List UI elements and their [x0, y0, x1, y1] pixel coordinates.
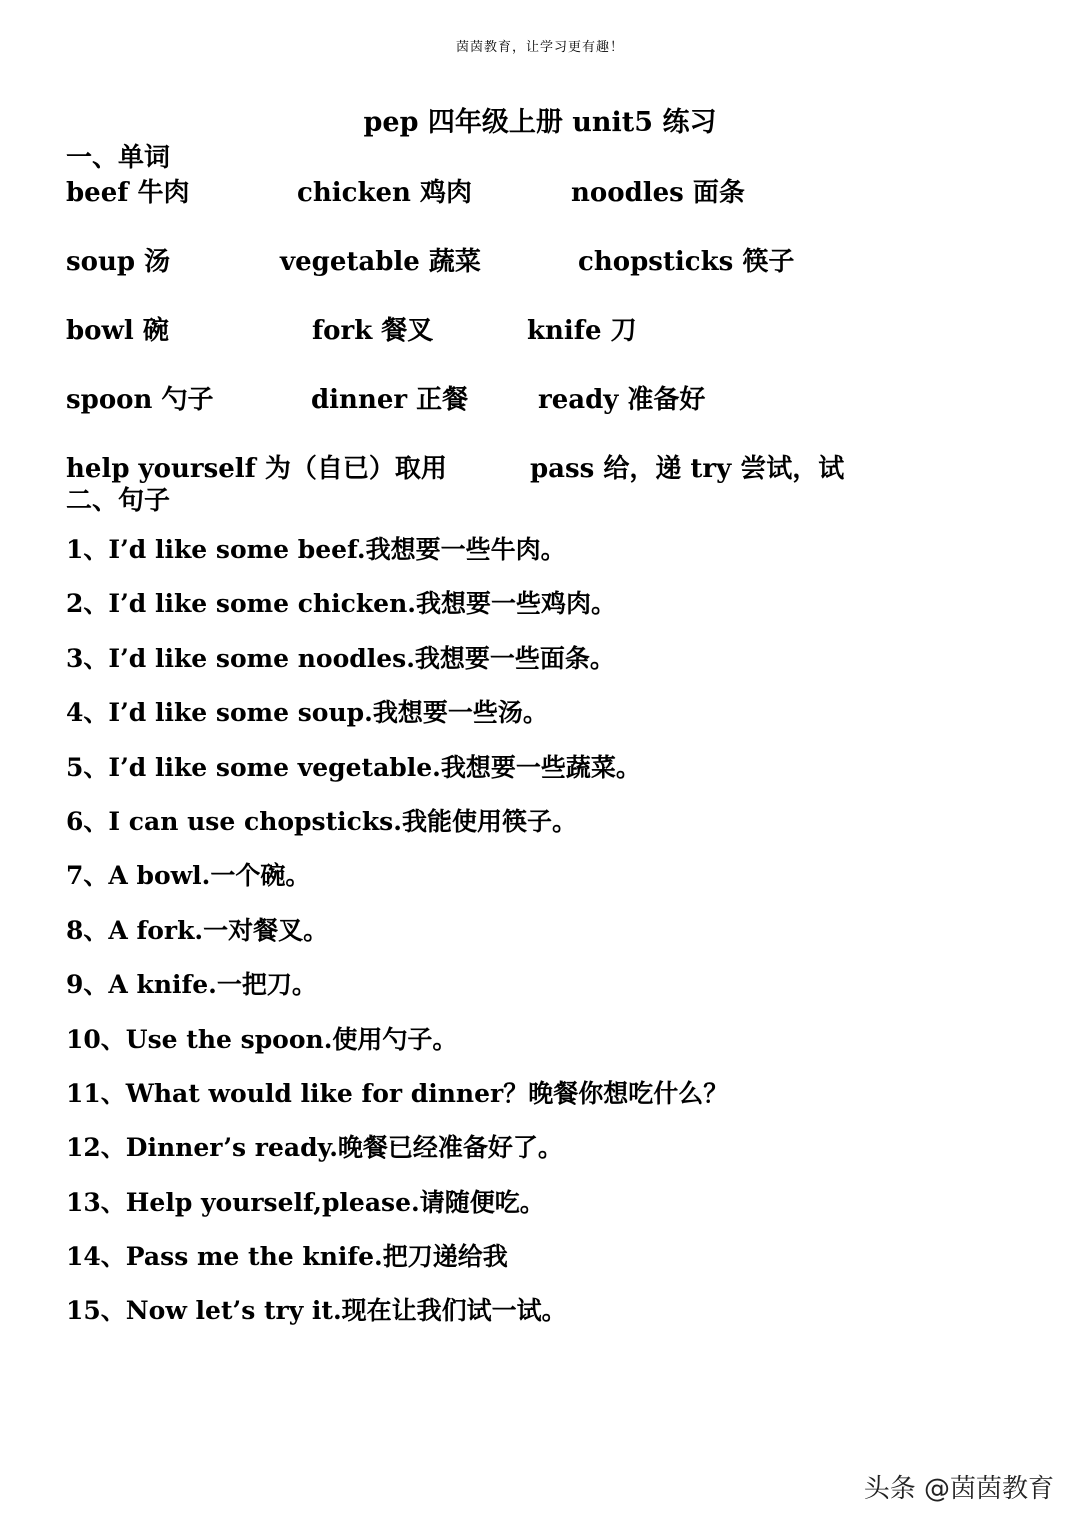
sentence-text: Now let’s try it.现在让我们试一试。 [125, 1296, 567, 1326]
document-title: pep 四年级上册 unit5 练习 [363, 107, 717, 138]
sentence-text: Help yourself,please.请随便吃。 [125, 1187, 545, 1217]
sentence-number: 6、 [66, 806, 109, 836]
vocab-item: knife 刀 [527, 316, 637, 346]
sentence-text: I’d like some beef.我想要一些牛肉。 [108, 535, 566, 564]
source-watermark: 头条 @茵茵教育 [863, 1474, 1054, 1504]
sentence-text: I’d like some chicken.我想要一些鸡肉。 [108, 589, 616, 619]
sentence-item [66, 1020, 728, 1074]
vocab-item: dinner 正餐 [311, 385, 469, 415]
sentence-item [66, 1128, 728, 1182]
vocab-item: pass 给，递 try 尝试，试 [530, 454, 845, 484]
vocab-item: spoon 勺子 [66, 385, 214, 415]
vocab-row [66, 172, 966, 212]
sentence-list [66, 530, 728, 1346]
sentence-text: Use the spoon.使用勺子。 [125, 1024, 458, 1054]
sentence-item [66, 639, 728, 693]
sentence-text: I can use chopsticks.我能使用筷子。 [108, 806, 577, 836]
sentences-heading: 二、句子 [66, 486, 171, 516]
sentence-text: I’d like some vegetable.我想要一些蔬菜。 [108, 752, 641, 782]
vocab-item: noodles 面条 [571, 178, 745, 208]
vocab-item: bowl 碗 [66, 316, 169, 346]
vocabulary-heading: 一、单词 [66, 143, 171, 173]
sentence-number: 14、 [66, 1242, 126, 1272]
sentence-item [66, 911, 728, 965]
sentence-item [66, 1237, 728, 1291]
sentence-item [66, 1183, 728, 1237]
sentence-number: 5、 [66, 752, 109, 782]
sentence-text: Dinner’s ready.晚餐已经准备好了。 [125, 1133, 563, 1163]
sentence-item [66, 1074, 728, 1128]
sentence-item [66, 584, 728, 638]
vocab-item: help yourself 为（自已）取用 [66, 454, 447, 484]
vocab-row [66, 448, 966, 488]
sentence-item [66, 748, 728, 802]
vocab-item: fork 餐叉 [312, 316, 434, 346]
page-header-tagline: 茵茵教育，让学习更有趣！ [455, 40, 624, 55]
sentence-number: 3、 [66, 643, 109, 673]
sentence-text: I’d like some noodles.我想要一些面条。 [108, 643, 615, 673]
sentence-number: 9、 [66, 970, 109, 1000]
vocab-row [66, 379, 966, 419]
sentence-item [66, 1291, 728, 1345]
sentence-item [66, 802, 728, 856]
vocab-item: chopsticks 筷子 [578, 247, 795, 277]
sentence-text: A bowl.一个碗。 [108, 861, 311, 891]
sentence-number: 4、 [66, 698, 109, 728]
sentence-text: I’d like some soup.我想要一些汤。 [108, 698, 548, 728]
sentence-number: 12、 [66, 1133, 126, 1163]
sentence-number: 10、 [66, 1024, 126, 1054]
sentence-number: 11、 [66, 1078, 126, 1108]
vocab-row [66, 310, 966, 350]
sentence-text: What would like for dinner？晚餐你想吃什么？ [125, 1078, 729, 1108]
vocab-item: beef 牛肉 [66, 178, 190, 208]
sentence-number: 13、 [66, 1187, 126, 1217]
vocab-item: chicken 鸡肉 [297, 178, 472, 208]
vocab-row [66, 241, 966, 281]
sentence-item [66, 693, 728, 747]
sentence-text: A knife.一把刀。 [108, 970, 317, 1000]
sentence-text: Pass me the knife.把刀递给我 [125, 1242, 508, 1272]
vocab-item: ready 准备好 [538, 385, 706, 415]
sentence-number: 7、 [66, 861, 109, 891]
sentence-number: 8、 [66, 915, 109, 945]
sentence-number: 1、 [66, 535, 109, 564]
sentence-item [66, 530, 728, 584]
sentence-item [66, 856, 728, 910]
vocab-item: soup 汤 [66, 247, 171, 277]
sentence-item [66, 965, 728, 1019]
sentence-text: A fork.一对餐叉。 [108, 915, 329, 945]
sentence-number: 15、 [66, 1296, 126, 1326]
vocab-item: vegetable 蔬菜 [280, 247, 481, 277]
sentence-number: 2、 [66, 589, 109, 619]
